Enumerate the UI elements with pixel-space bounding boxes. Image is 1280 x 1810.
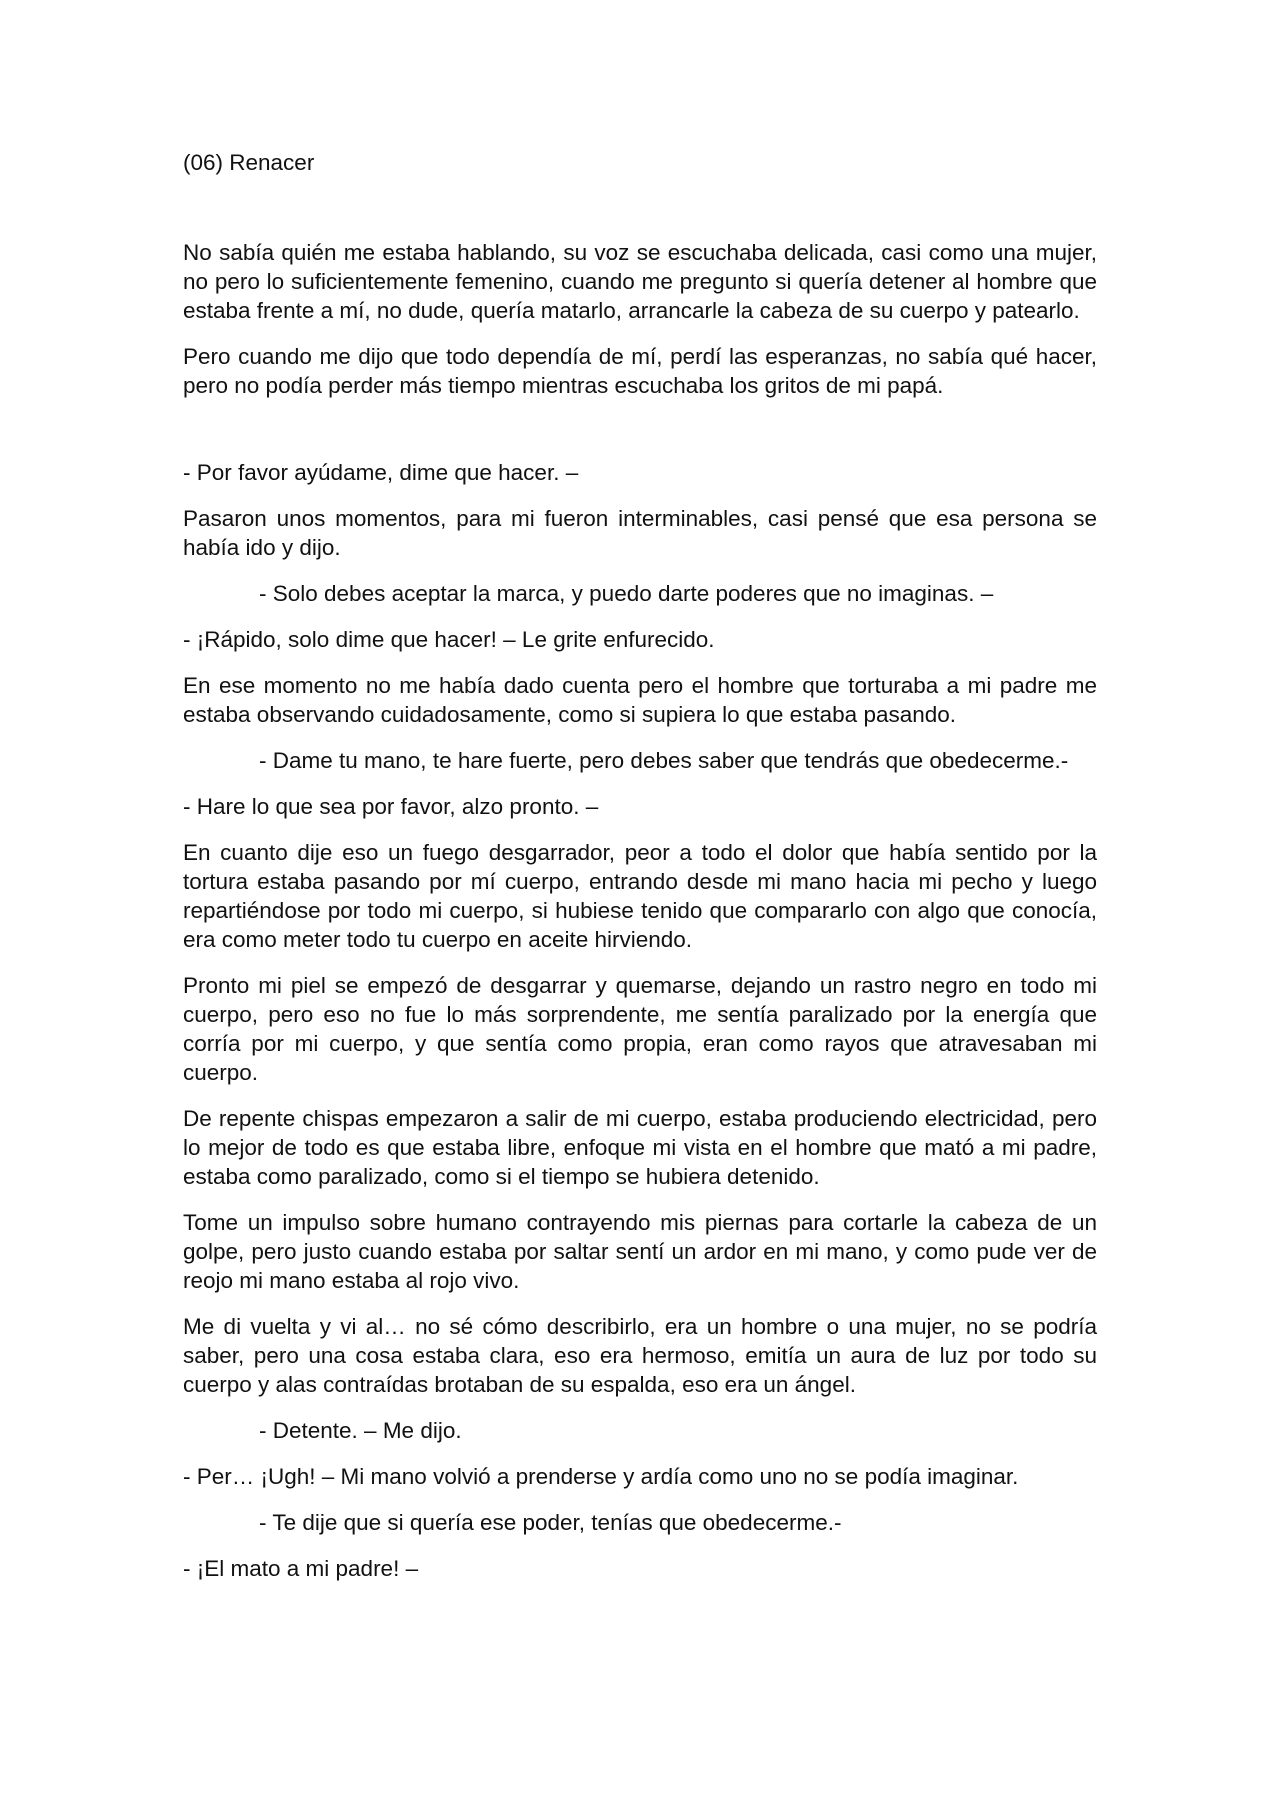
- dialogue-line-indented: - Detente. – Me dijo.: [259, 1418, 462, 1443]
- dialogue-line: - Por favor ayúdame, dime que hacer. –: [183, 460, 579, 485]
- document-page: [183, 148, 1097, 1600]
- paragraph: Pronto mi piel se empezó de desgarrar y quemarse, dejando un rastro negro en todo mi cuerpo, pero eso no fue lo más sorprendente, me sentía paralizado por la energía que corría por mi cuerpo, y que sentía como propia, eran como rayos que atravesaban mi cuerpo.: [183, 973, 1097, 1085]
- paragraph: En cuanto dije eso un fuego desgarrador, peor a todo el dolor que había sentido por la tortura estaba pasando por mí cuerpo, entrando desde mi mano hacia mi pecho y luego repartiéndose por todo mi cuerpo, si hubiese tenido que compararlo con algo que conocía, era como meter todo tu cuerpo en aceite hirviendo.: [183, 840, 1097, 952]
- paragraph: Tome un impulso sobre humano contrayendo mis piernas para cortarle la cabeza de un golpe, pero justo cuando estaba por saltar sentí un ardor en mi mano, y como pude ver de reojo mi mano estaba al rojo vivo.: [183, 1210, 1097, 1293]
- dialogue-line: - Hare lo que sea por favor, alzo pronto. –: [183, 794, 599, 819]
- chapter-title: (06) Renacer: [183, 150, 315, 175]
- dialogue-line-indented: - Te dije que si quería ese poder, tenías que obedecerme.-: [259, 1510, 842, 1535]
- paragraph: De repente chispas empezaron a salir de mi cuerpo, estaba produciendo electricidad, pero lo mejor de todo es que estaba libre, enfoque mi vista en el hombre que mató a mi padre, estaba como paralizado, como si el tiempo se hubiera detenido.: [183, 1106, 1097, 1189]
- dialogue-line-indented: - Dame tu mano, te hare fuerte, pero debes saber que tendrás que obedecerme.-: [259, 748, 1069, 773]
- paragraph: En ese momento no me había dado cuenta pero el hombre que torturaba a mi padre me estaba observando cuidadosamente, como si supiera lo que estaba pasando.: [183, 673, 1097, 727]
- paragraph: Me di vuelta y vi al… no sé cómo describirlo, era un hombre o una mujer, no se podría saber, pero una cosa estaba clara, eso era hermoso, emitía un aura de luz por todo su cuerpo y alas contraídas brotaban de su espalda, eso era un ángel.: [183, 1314, 1097, 1397]
- paragraph: No sabía quién me estaba hablando, su voz se escuchaba delicada, casi como una mujer, no pero lo suficientemente femenino, cuando me pregunto si quería detener al hombre que estaba frente a mí, no dude, quería matarlo, arrancarle la cabeza de su cuerpo y patearlo.: [183, 240, 1097, 323]
- dialogue-line: - ¡Rápido, solo dime que hacer! – Le grite enfurecido.: [183, 627, 715, 652]
- paragraph: Pero cuando me dijo que todo dependía de mí, perdí las esperanzas, no sabía qué hacer, pero no podía perder más tiempo mientras escuchaba los gritos de mi papá.: [183, 344, 1097, 398]
- paragraph: Pasaron unos momentos, para mi fueron interminables, casi pensé que esa persona se había ido y dijo.: [183, 506, 1097, 560]
- dialogue-line: - Per… ¡Ugh! – Mi mano volvió a prenderse y ardía como uno no se podía imaginar.: [183, 1464, 1019, 1489]
- dialogue-line: - ¡El mato a mi padre! –: [183, 1556, 419, 1581]
- dialogue-line-indented: - Solo debes aceptar la marca, y puedo darte poderes que no imaginas. –: [259, 581, 994, 606]
